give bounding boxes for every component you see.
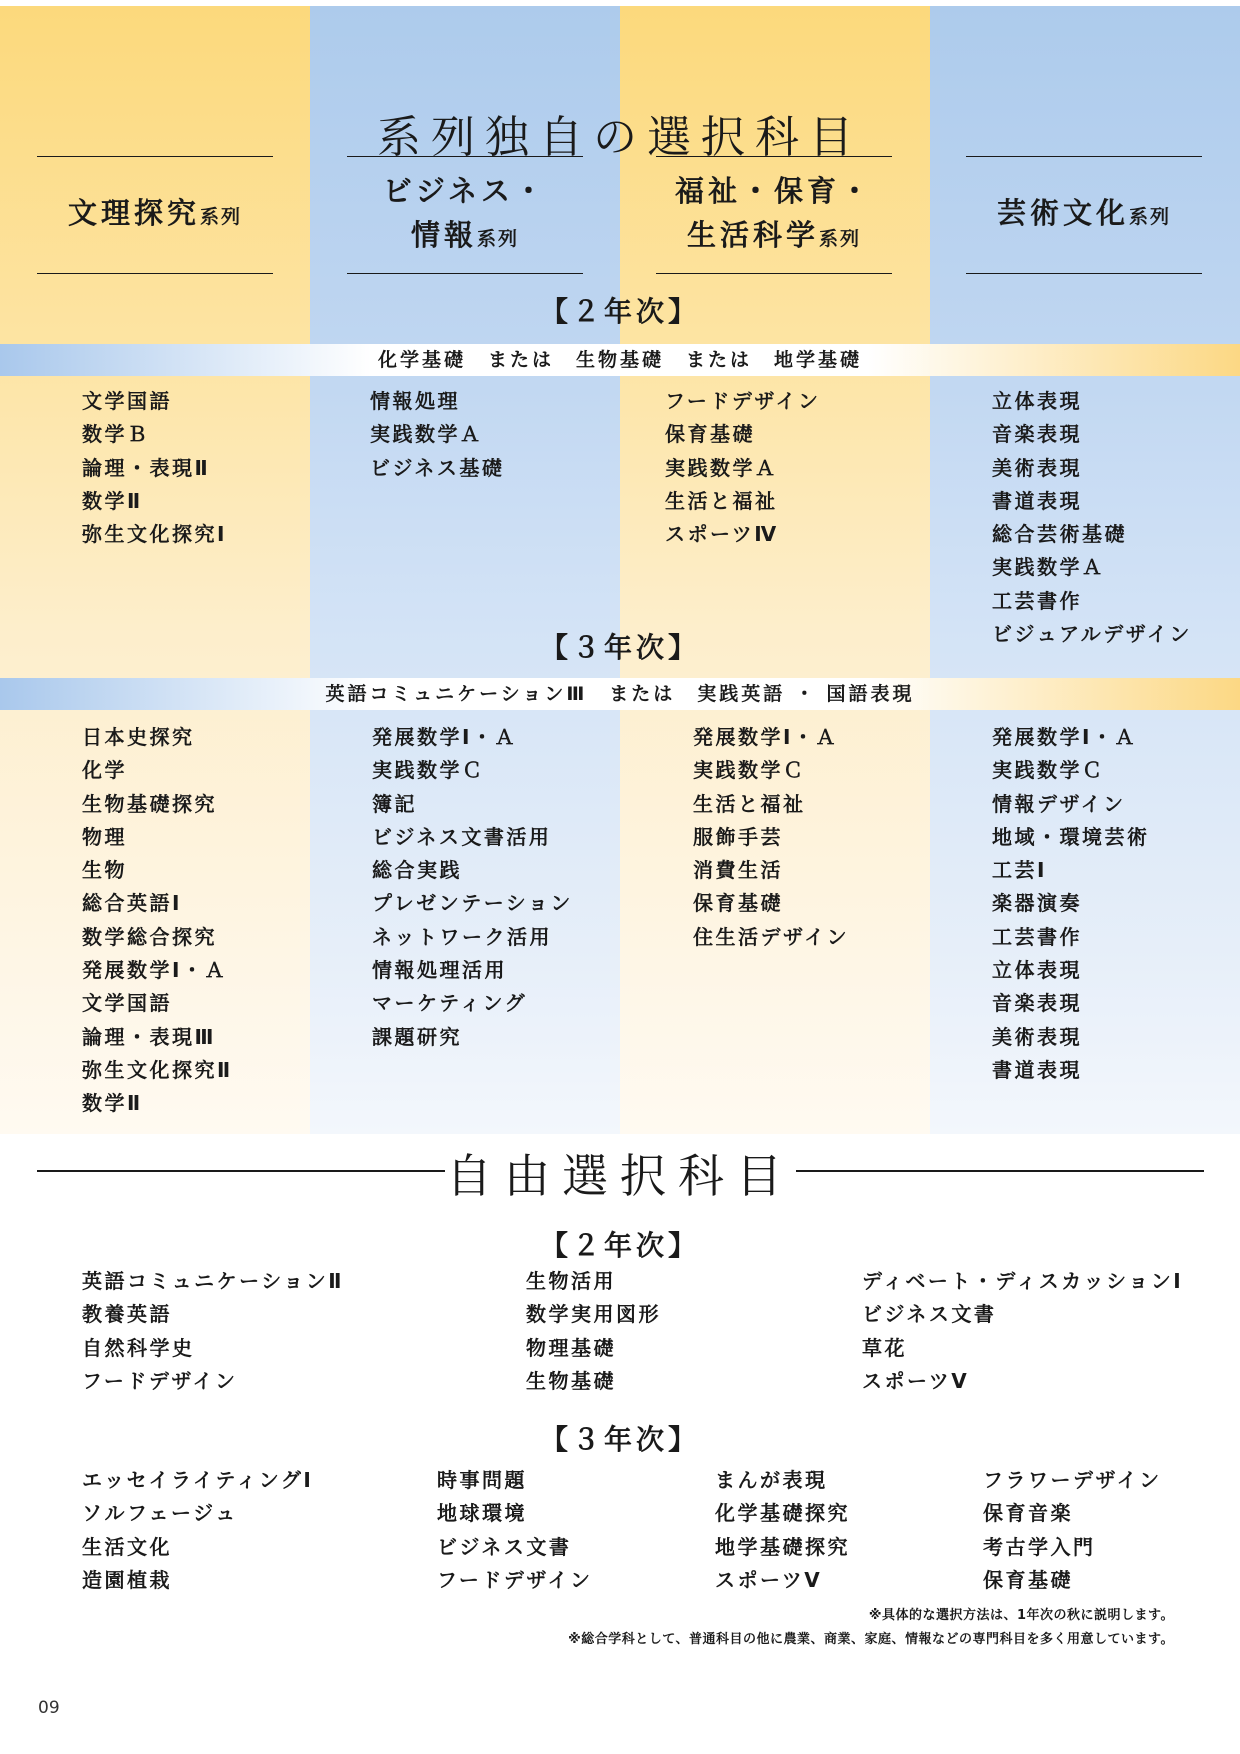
subject-item: フードデザイン	[665, 389, 821, 413]
subject-item: 日本史探究	[82, 725, 195, 749]
category-label	[675, 169, 873, 261]
subject-item: 音楽表現	[992, 991, 1082, 1016]
subject-item: 教養英語	[82, 1302, 172, 1327]
category-suffix: 系列	[476, 228, 519, 250]
subject-item: 弥生文化探究Ⅰ	[82, 522, 227, 547]
note-specialized-subjects: ※総合学科として、普通科目の他に農業、商業、家庭、情報などの専門科目を多く用意しています。	[568, 1632, 1174, 1647]
subject-item: スポーツⅤ	[862, 1368, 970, 1393]
subject-item: 発展数学Ⅰ・Ａ	[82, 958, 227, 983]
year3-common-subjects: 英語コミュニケーションⅢ または 実践英語 ・ 国語表現	[0, 678, 1240, 710]
subject-item: スポーツⅣ	[665, 522, 779, 547]
year3-list-business	[372, 721, 573, 1054]
category-name-line: 情報	[410, 218, 477, 252]
subject-item: 楽器演奏	[992, 891, 1082, 916]
free-year3-heading: 【３年次】	[539, 1423, 700, 1456]
subject-item: 総合英語Ⅰ	[82, 891, 182, 916]
category-suffix: 系列	[200, 206, 243, 228]
subject-item: ディベート・ディスカッションⅠ	[862, 1269, 1184, 1293]
subject-item: 物理基礎	[526, 1335, 616, 1360]
subject-item: 造園植栽	[82, 1567, 172, 1592]
category-name-line: 文理探究	[67, 196, 200, 230]
subject-item: 立体表現	[992, 958, 1082, 983]
subject-item: ビジネス文書活用	[372, 824, 552, 849]
subject-item: 地球環境	[437, 1501, 527, 1526]
subject-item: 数学実用図形	[526, 1302, 661, 1327]
subject-item: 住生活デザイン	[693, 924, 850, 949]
category-header	[37, 156, 273, 274]
subject-item: ソルフェージュ	[82, 1501, 238, 1526]
subject-item: ネットワーク活用	[372, 924, 552, 949]
category-suffix: 系列	[818, 228, 861, 250]
subject-item: フラワーデザイン	[983, 1468, 1162, 1492]
subject-item: 実践数学Ａ	[665, 455, 778, 480]
subject-item: 実践数学Ａ	[370, 422, 483, 447]
subject-item: 保育基礎	[665, 422, 755, 447]
subject-item: 弥生文化探究Ⅱ	[82, 1057, 233, 1082]
subject-item: 総合実践	[372, 858, 462, 883]
subject-item: 簿記	[372, 791, 417, 816]
subject-item: 物理	[82, 824, 127, 849]
subject-item: 課題研究	[372, 1024, 462, 1049]
subject-item: まんが表現	[715, 1468, 828, 1492]
category-name-line: 芸術文化	[996, 196, 1129, 230]
subject-item: 化学基礎探究	[715, 1501, 850, 1526]
free-year2-list-2	[526, 1265, 661, 1398]
subject-item: 音楽表現	[992, 422, 1082, 447]
category-label	[68, 191, 242, 239]
subject-item: 発展数学Ⅰ・Ａ	[372, 725, 517, 749]
subject-item: 数学Ｂ	[82, 422, 150, 447]
free-year2-list-3	[862, 1265, 1183, 1398]
subject-item: 美術表現	[992, 455, 1082, 480]
year2-heading: 【２年次】	[539, 295, 700, 328]
free-year2-heading: 【２年次】	[539, 1229, 700, 1262]
subject-item: 書道表現	[992, 488, 1082, 513]
subject-item: 実践数学Ａ	[992, 555, 1105, 580]
subject-item: 数学総合探究	[82, 924, 217, 949]
subject-item: 論理・表現Ⅲ	[82, 1024, 216, 1049]
subject-item: 服飾手芸	[693, 824, 783, 849]
category-header	[656, 156, 892, 274]
subject-item: ビジネス基礎	[370, 455, 505, 480]
subject-item: ビジュアルデザイン	[992, 622, 1192, 647]
page-title: 系列独自の選択科目	[377, 112, 863, 164]
free-section-title: 自由選択科目	[446, 1149, 794, 1203]
free-year2-list-1	[82, 1265, 344, 1398]
subject-item: 生物	[82, 858, 127, 883]
subject-item: 発展数学Ⅰ・Ａ	[992, 725, 1137, 749]
subject-item: 実践数学Ｃ	[372, 758, 485, 783]
subject-item: 書道表現	[992, 1057, 1082, 1082]
year2-list-business	[370, 385, 504, 485]
subject-item: 保育基礎	[693, 891, 783, 916]
subject-item: 立体表現	[992, 389, 1082, 413]
year2-list-geijutsu	[992, 385, 1192, 651]
subject-item: 草花	[862, 1335, 907, 1360]
subject-item: スポーツⅤ	[715, 1567, 823, 1592]
subject-item: 情報デザイン	[992, 791, 1126, 816]
subject-item: 考古学入門	[983, 1534, 1096, 1559]
subject-item: エッセイライティングⅠ	[82, 1468, 314, 1492]
category-name-line: ビジネス・	[382, 174, 548, 208]
subject-item: 工芸Ⅰ	[992, 858, 1047, 883]
year3-list-geijutsu	[992, 721, 1150, 1087]
subject-item: 地域・環境芸術	[992, 824, 1150, 849]
note-selection-method: ※具体的な選択方法は、1年次の秋に説明します。	[868, 1608, 1174, 1623]
subject-item: 数学Ⅱ	[82, 1091, 143, 1116]
subject-item: 情報処理	[370, 389, 460, 413]
subject-item: 文学国語	[82, 389, 172, 413]
year2-common-subjects: 化学基礎 または 生物基礎 または 地学基礎	[0, 344, 1240, 376]
subject-item: 自然科学史	[82, 1335, 195, 1360]
subject-item: 生物基礎探究	[82, 791, 217, 816]
subject-item: 工芸書作	[992, 588, 1082, 613]
subject-item: 生活と福祉	[665, 488, 778, 513]
subject-item: フードデザイン	[437, 1567, 593, 1592]
category-label	[997, 191, 1171, 239]
category-header	[347, 156, 583, 274]
subject-item: 数学Ⅱ	[82, 488, 143, 513]
year2-list-bunri	[82, 385, 227, 551]
subject-item: 文学国語	[82, 991, 172, 1016]
category-suffix: 系列	[1129, 206, 1172, 228]
subject-item: 実践数学Ｃ	[992, 758, 1105, 783]
page-number: 09	[38, 1698, 60, 1718]
subject-item: 保育基礎	[983, 1567, 1073, 1592]
subject-item: 論理・表現Ⅱ	[82, 455, 211, 480]
year3-list-bunri	[82, 721, 233, 1121]
subject-item: 総合芸術基礎	[992, 522, 1127, 547]
subject-item: 生物活用	[526, 1269, 616, 1293]
subject-item: 英語コミュニケーションⅡ	[82, 1269, 344, 1293]
subject-item: 化学	[82, 758, 127, 783]
subject-item: 発展数学Ⅰ・Ａ	[693, 725, 838, 749]
year2-list-fukushi	[665, 385, 821, 551]
subject-item: 消費生活	[693, 858, 783, 883]
subject-item: 実践数学Ｃ	[693, 758, 806, 783]
subject-item: 生活文化	[82, 1534, 172, 1559]
subject-item: マーケティング	[372, 991, 528, 1016]
subject-item: 生活と福祉	[693, 791, 806, 816]
subject-item: ビジネス文書	[437, 1534, 572, 1559]
subject-item: 時事問題	[437, 1468, 527, 1492]
subject-item: 情報処理活用	[372, 958, 507, 983]
subject-item: ビジネス文書	[862, 1302, 997, 1327]
subject-item: 美術表現	[992, 1024, 1082, 1049]
subject-item: 地学基礎探究	[715, 1534, 850, 1559]
year3-heading: 【３年次】	[539, 631, 700, 664]
subject-item: 工芸書作	[992, 924, 1082, 949]
free-year3-list-3	[715, 1464, 850, 1597]
subject-item: フードデザイン	[82, 1368, 238, 1393]
category-header	[966, 156, 1202, 274]
year3-list-fukushi	[693, 721, 849, 954]
subject-item: プレゼンテーション	[372, 891, 573, 916]
free-year3-list-1	[82, 1464, 313, 1597]
free-year3-list-4	[983, 1464, 1162, 1597]
subject-item: 生物基礎	[526, 1368, 616, 1393]
category-name-line: 生活科学	[686, 218, 819, 252]
subject-item: 保育音楽	[983, 1501, 1073, 1526]
free-year3-list-2	[437, 1464, 593, 1597]
category-label	[383, 169, 547, 261]
category-name-line: 福祉・保育・	[674, 174, 873, 208]
